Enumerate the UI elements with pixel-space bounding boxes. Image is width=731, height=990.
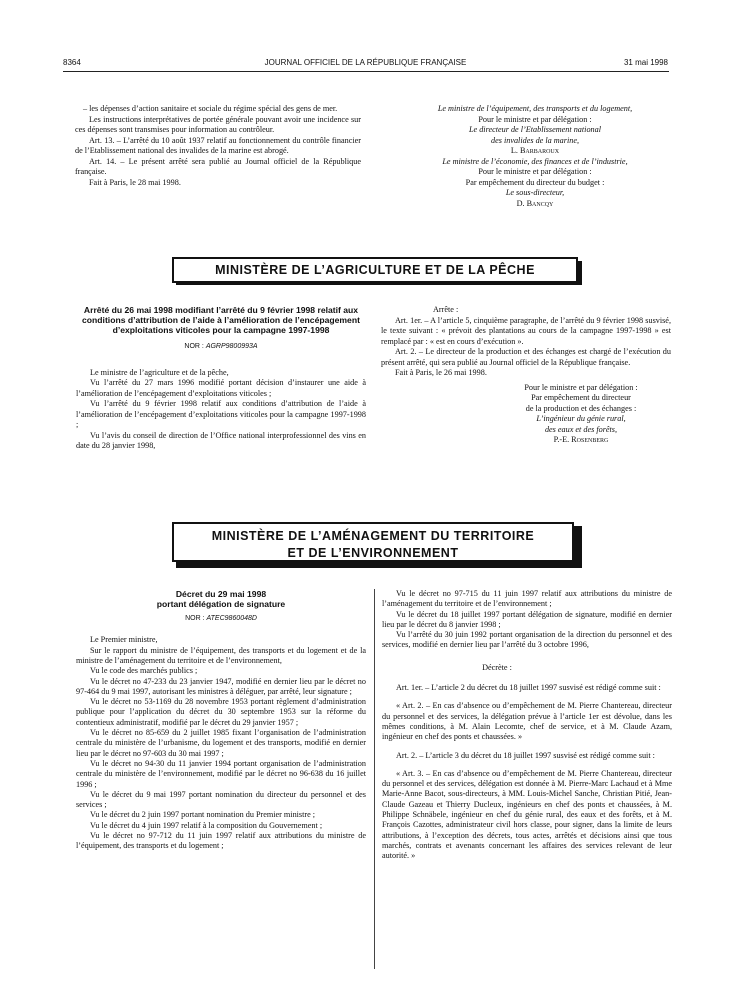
paragraph: Vu le décret du 18 juillet 1997 portant délégation de signature, modifié en dernier lieu par le décret du 8 janvier 1998 ; bbox=[382, 609, 672, 629]
signature-line: des eaux et des forêts, bbox=[544, 424, 618, 434]
paragraph: « Art. 2. – En cas d’absence ou d’empêchement de M. Pierre Chantereau, directeur du personnel et des services, la délégation prévue à l’article 1er est dévolue, dans les mêmes conditions, à M. Alain Lecomte, chef de service, et à M. Claude Azam, ingénieur en chef des ponts et chaussées. » bbox=[382, 701, 672, 742]
issue-date: 31 mai 1998 bbox=[623, 58, 668, 67]
nor-code: AGRP9800993A bbox=[205, 342, 258, 350]
decree-title-line1: Décret du 29 mai 1998 bbox=[175, 589, 267, 599]
paragraph: Fait à Paris, le 28 mai 1998. bbox=[89, 177, 181, 187]
paragraph: Sur le rapport du ministre de l’équipement, des transports et du logement et de la ministre de l’aménagement du territoire et de l’environnement, bbox=[76, 645, 366, 665]
decree-body bbox=[76, 635, 366, 851]
paragraph: Vu le décret no 47-233 du 23 janvier 1947, modifié en dernier lieu par le décret no 97-464 du 9 mai 1997, autorisant les ministres à déléguer, par arrêté, leur signature ; bbox=[76, 676, 366, 696]
signature-name: P.-E. Rosenberg bbox=[553, 435, 609, 444]
signature-line: L’ingénieur du génie rural, bbox=[536, 414, 626, 423]
paragraph: Fait à Paris, le 26 mai 1998. bbox=[395, 368, 487, 377]
signature-line: Pour le ministre et par délégation : bbox=[478, 167, 592, 176]
signature-line: Pour le ministre et par délégation : bbox=[524, 382, 638, 392]
ministry-heading-amenagement bbox=[172, 522, 574, 562]
paragraph: Le ministre de l’agriculture et de la pêche, bbox=[90, 367, 229, 377]
decree-body bbox=[76, 368, 366, 452]
section1-left-column bbox=[76, 305, 366, 452]
signature-name: D. Bancqy bbox=[516, 198, 554, 208]
paragraph: Vu le décret du 2 juin 1997 portant nomination du Premier ministre ; bbox=[90, 810, 316, 820]
nor-label: NOR : bbox=[184, 342, 204, 350]
ministry-title-line2: ET DE L’ENVIRONNEMENT bbox=[287, 546, 459, 560]
paragraph: Vu le décret du 4 juin 1997 relatif à la composition du Gouvernement ; bbox=[90, 820, 323, 830]
paragraph: Vu le décret no 53-1169 du 28 novembre 1953 portant règlement d’administration publique pour l’application du décret du 30 septembre 1953 sur la réforme du contentieux administratif, modifié par le décret du 29 janvier 1957 ; bbox=[76, 697, 366, 727]
ministry-heading-agriculture bbox=[172, 257, 578, 283]
nor-label: NOR : bbox=[185, 615, 205, 623]
paragraph: Vu l’arrêté du 30 juin 1992 portant organisation de la direction du personnel et des services, modifié en dernier lieu par l’arrêté du 3 octobre 1996, bbox=[382, 630, 672, 650]
paragraph: Vu l’arrêté du 27 mars 1996 modifié portant décision d’instaurer une aide à l’amélioration de l’encépagement d’exploitations viticoles ; bbox=[76, 378, 366, 398]
ministry-title-line1: MINISTÈRE DE L’AMÉNAGEMENT DU TERRITOIRE bbox=[211, 529, 535, 543]
signature-line: Le ministre de l’équipement, des transports et du logement, bbox=[437, 104, 633, 113]
section2-left-column bbox=[76, 589, 366, 852]
paragraph: Vu l’arrêté du 9 février 1998 relatif aux conditions d’attribution de l’aide à l’amélioration de l’encépagement d’exploitations viticoles pour la campagne 1997-1998 ; bbox=[76, 399, 366, 430]
paragraph: « Art. 3. – En cas d’absence ou d’empêchement de M. Pierre Chantereau, directeur du personnel et des services, délégation est donnée à M. Pierre-Marc Lachaud et à Mme Marie-Anne Bacot, sous-directeurs, à MM. Louis-Michel Sanche, Christian Pitié, Jean-Claude Gazeau et Thierry Ducleux, ingénieurs en chef des ponts et chaussées, à M. Philippe Schnäbele, ingénieur en chef du génie rural, des eaux et des forêts, et à M. François Cazottes, administrateur civil hors classe, pour signer, dans la limite de leurs attributions, à l’exception des décrets, tous actes, arrêtés et décisions ainsi que tous marchés, contrats et avenants concernant les affaires des services relevant de leur autorité. » bbox=[382, 768, 672, 861]
paragraph: – les dépenses d’action sanitaire et sociale du régime spécial des gens de mer. bbox=[83, 104, 338, 113]
column-divider bbox=[374, 589, 375, 969]
paragraph: Vu le décret no 97-712 du 11 juin 1997 relatif aux attributions du ministre de l’équipement, des transports et du logement ; bbox=[76, 831, 366, 851]
paragraph: Vu le décret du 9 mai 1997 portant nomination du directeur du personnel et des services ; bbox=[76, 789, 366, 810]
journal-title: JOURNAL OFFICIEL DE LA RÉPUBLIQUE FRANÇAISE bbox=[264, 58, 467, 67]
paragraph: Art. 1er. – A l’article 5, cinquième paragraphe, de l’arrêté du 9 février 1998 susvisé, le texte suivant : « prévoit des plantations au cours de la campagne 1997-1998 » est remplacé par : « est en cours d’exécution ». bbox=[381, 315, 671, 346]
signature-line: Le sous-directeur, bbox=[505, 188, 565, 197]
nor-reference bbox=[76, 615, 366, 622]
paragraph: Vu le code des marchés publics ; bbox=[90, 666, 198, 676]
signature-line: Pour le ministre et par délégation : bbox=[478, 114, 592, 124]
paragraph: Art. 2. – Le directeur de la production et des échanges est chargé de l’exécution du présent arrêté, qui sera publié au Journal officiel de la République française. bbox=[381, 347, 671, 367]
ministry-title: MINISTÈRE DE L’AGRICULTURE ET DE LA PÊCHE bbox=[215, 263, 535, 277]
top-right-signatures bbox=[390, 104, 680, 209]
paragraph: Art. 14. – Le présent arrêté sera publié au Journal officiel de la République française. bbox=[75, 156, 361, 176]
decision-word: Décrète : bbox=[482, 662, 512, 672]
nor-reference bbox=[76, 343, 366, 350]
paragraph: Les instructions interprétatives de portée générale pouvant avoir une incidence sur ces dépenses sont transmises pour information au contrôleur. bbox=[75, 114, 361, 134]
signature-line: Le directeur de l’Etablissement national bbox=[468, 125, 602, 134]
decree-title-line2: portant délégation de signature bbox=[156, 599, 286, 610]
section1-right-column bbox=[381, 305, 671, 446]
paragraph: Le Premier ministre, bbox=[90, 635, 158, 645]
paragraph: Vu le décret no 85-659 du 2 juillet 1985 fixant l’organisation de l’administration centrale du ministère de l’urbanisme, du logement et des transports, modifié en dernier lieu par le décret no 97-603 du 30 mai 1997 ; bbox=[76, 728, 366, 758]
signature-name: L. Barbaroux bbox=[510, 146, 560, 155]
paragraph: Art. 1er. – L’article 2 du décret du 18 juillet 1997 susvisé est rédigé comme suit : bbox=[396, 683, 661, 693]
paragraph: Arrête : bbox=[433, 305, 459, 314]
signature-block bbox=[491, 383, 671, 446]
signature-line: de la production et des échanges : bbox=[525, 403, 637, 413]
header-rule bbox=[63, 71, 669, 72]
paragraph: Vu le décret no 97-715 du 11 juin 1997 relatif aux attributions du ministre de l’aménagement du territoire et de l’environnement ; bbox=[382, 589, 672, 609]
paragraph: Art. 13. – L’arrêté du 10 août 1937 relatif au fonctionnement du contrôle financier de l’Etablissement national des invalides de la marine est abrogé. bbox=[75, 135, 361, 155]
paragraph: Vu l’avis du conseil de direction de l’Office national interprofessionnel des vins en date du 28 janvier 1998, bbox=[76, 430, 366, 451]
paragraph: Vu le décret no 94-30 du 11 janvier 1994 portant organisation de l’administration centrale du ministère de l’environnement, modifié par le décret no 96-638 du 16 juillet 1996 ; bbox=[76, 758, 366, 789]
signature-line: Par empêchement du directeur bbox=[531, 393, 631, 402]
section2-right-column bbox=[382, 589, 672, 862]
top-left-column bbox=[75, 104, 361, 188]
signature-line: Le ministre de l’économie, des finances et de l’industrie, bbox=[442, 156, 628, 166]
decree-title: Arrêté du 26 mai 1998 modifiant l’arrêté du 9 février 1998 relatif aux conditions d’attribution de l’aide à l’amélioration de l’encépagement d’exploitations viticoles pour la campagne 1997-1998 bbox=[82, 305, 360, 336]
nor-code: ATEC9860048D bbox=[206, 615, 257, 623]
signature-line: des invalides de la marine, bbox=[491, 135, 579, 145]
page-number: 8364 bbox=[63, 58, 81, 67]
signature-line: Par empêchement du directeur du budget : bbox=[465, 177, 605, 187]
paragraph: Art. 2. – L’article 3 du décret du 18 juillet 1997 susvisé est rédigé comme suit : bbox=[396, 750, 655, 760]
